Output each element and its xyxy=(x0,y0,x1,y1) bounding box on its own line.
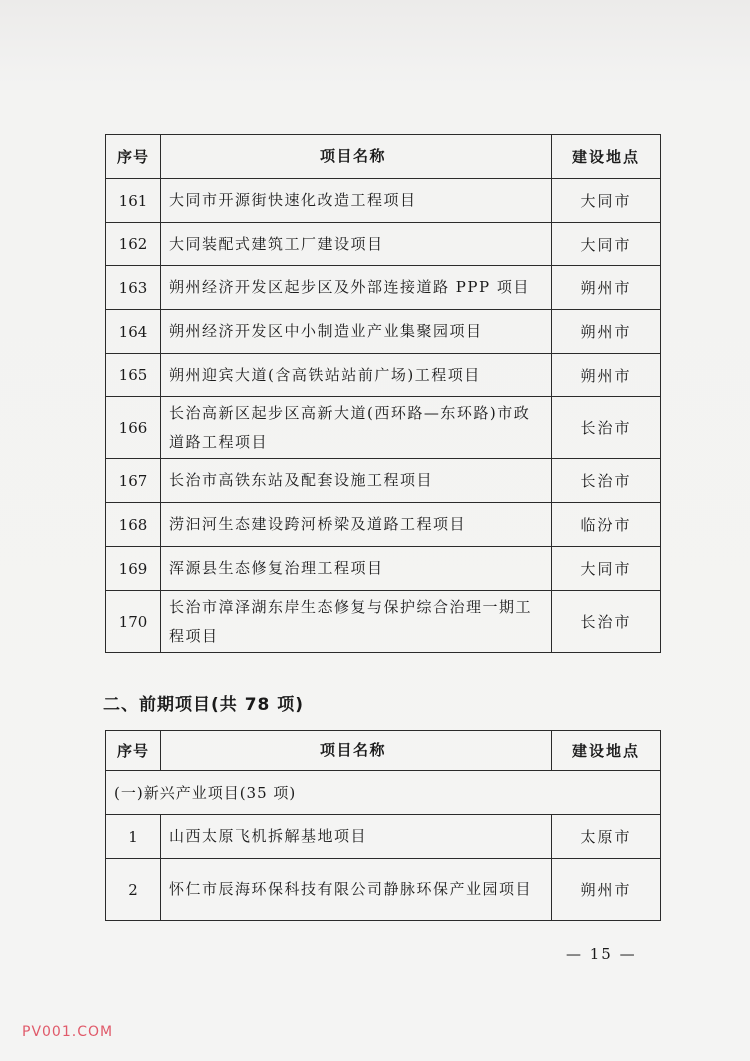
table-row xyxy=(106,547,661,591)
header-location: 建设地点 xyxy=(552,731,661,771)
table-row xyxy=(106,815,661,859)
table-row xyxy=(106,459,661,503)
table-header-row xyxy=(106,731,661,771)
row-serial: 169 xyxy=(106,547,161,591)
row-project-name: 大同市开源街快速化改造工程项目 xyxy=(161,179,552,223)
category-row xyxy=(106,771,661,815)
preliminary-projects-table xyxy=(105,730,661,921)
row-location: 长治市 xyxy=(552,397,661,459)
header-project-name: 项目名称 xyxy=(161,731,552,771)
row-serial: 164 xyxy=(106,310,161,354)
row-serial: 163 xyxy=(106,266,161,310)
row-location: 大同市 xyxy=(552,179,661,223)
row-serial: 2 xyxy=(106,859,161,921)
watermark-text: PV001.COM xyxy=(22,1024,114,1040)
row-project-name: 朔州经济开发区起步区及外部连接道路 PPP 项目 xyxy=(161,266,552,310)
row-location: 大同市 xyxy=(552,223,661,266)
category-label: (一)新兴产业项目(35 项) xyxy=(106,771,661,815)
row-location: 临汾市 xyxy=(552,503,661,547)
table-row xyxy=(106,266,661,310)
page-number: — 15 — xyxy=(566,945,637,963)
row-project-name: 朔州迎宾大道(含高铁站站前广场)工程项目 xyxy=(161,354,552,397)
header-serial: 序号 xyxy=(106,135,161,179)
row-location: 朔州市 xyxy=(552,354,661,397)
row-project-name: 山西太原飞机拆解基地项目 xyxy=(161,815,552,859)
row-project-name: 浑源县生态修复治理工程项目 xyxy=(161,547,552,591)
row-project-name: 长治市高铁东站及配套设施工程项目 xyxy=(161,459,552,503)
row-serial: 1 xyxy=(106,815,161,859)
row-location: 朔州市 xyxy=(552,310,661,354)
table-header-row xyxy=(106,135,661,179)
row-project-name: 朔州经济开发区中小制造业产业集聚园项目 xyxy=(161,310,552,354)
row-serial: 170 xyxy=(106,591,161,653)
row-serial: 166 xyxy=(106,397,161,459)
row-serial: 161 xyxy=(106,179,161,223)
row-location: 长治市 xyxy=(552,459,661,503)
row-project-name: 涝汩河生态建设跨河桥梁及道路工程项目 xyxy=(161,503,552,547)
table-row xyxy=(106,397,661,459)
table-row xyxy=(106,223,661,266)
header-serial: 序号 xyxy=(106,731,161,771)
row-location: 朔州市 xyxy=(552,266,661,310)
row-project-name: 大同装配式建筑工厂建设项目 xyxy=(161,223,552,266)
row-serial: 167 xyxy=(106,459,161,503)
row-project-name: 长治市漳泽湖东岸生态修复与保护综合治理一期工程项目 xyxy=(161,591,552,653)
row-serial: 165 xyxy=(106,354,161,397)
row-project-name: 怀仁市辰海环保科技有限公司静脉环保产业园项目 xyxy=(161,859,552,921)
row-location: 长治市 xyxy=(552,591,661,653)
row-serial: 162 xyxy=(106,223,161,266)
table-row xyxy=(106,310,661,354)
header-location: 建设地点 xyxy=(552,135,661,179)
row-location: 大同市 xyxy=(552,547,661,591)
header-project-name: 项目名称 xyxy=(161,135,552,179)
row-serial: 168 xyxy=(106,503,161,547)
row-location: 太原市 xyxy=(552,815,661,859)
projects-table-continued xyxy=(105,134,661,653)
table-row xyxy=(106,591,661,653)
table-row xyxy=(106,354,661,397)
table-row xyxy=(106,859,661,921)
table-row xyxy=(106,179,661,223)
row-project-name: 长治高新区起步区高新大道(西环路—东环路)市政道路工程项目 xyxy=(161,397,552,459)
table-row xyxy=(106,503,661,547)
section-heading-preliminary-projects: 二、前期项目(共 78 项) xyxy=(103,695,305,715)
row-location: 朔州市 xyxy=(552,859,661,921)
